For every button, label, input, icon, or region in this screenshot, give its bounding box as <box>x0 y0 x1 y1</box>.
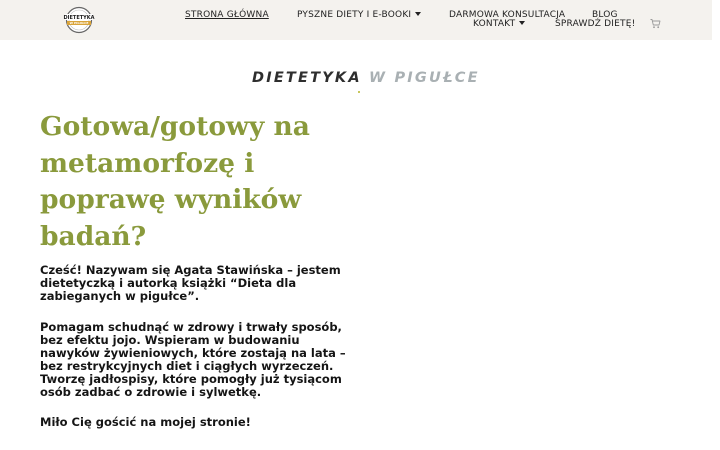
logo-text-line2: W PIGUŁCE <box>69 21 89 26</box>
nav-contact-label: KONTAKT <box>473 19 516 29</box>
nav-diets-ebooks[interactable] <box>297 10 421 21</box>
logo-text-line1: DIETETYKA <box>63 15 95 21</box>
nav-check-diet[interactable]: SPRAWDŹ DIETĘ! <box>555 19 636 29</box>
tagline <box>252 70 480 86</box>
services-paragraph: Pomagam schudnąć w zdrowy i trwały sposób, bez efektu jojo. Wspieram w budowaniu nawyków żywieniowych, które zostają na lata – bez restrykcyjnych diet i ciągłych wyrzeczeń. Tworzę jadłospisy, które pomogły już tysiącom osób zadbać o zdrowie i sylwetkę. <box>40 320 346 399</box>
welcome-paragraph: Miło Cię gościć na mojej stronie! <box>40 415 251 429</box>
nav-home[interactable]: STRONA GŁÓWNA <box>185 10 269 20</box>
hero-headline: Gotowa/gotowy na metamorfozę i poprawę wyników badań? <box>40 111 310 252</box>
intro-paragraph: Cześć! Nazywam się Agata Stawińska – jestem dietetyczką i autorką książki “Dieta dla zabieganych w pigułce”. <box>40 263 341 303</box>
nav-blog[interactable]: BLOG <box>592 10 618 20</box>
tagline-light: W PIGUŁCE <box>369 70 480 86</box>
nav-free-consultation[interactable]: DARMOWA KONSULTACJA <box>449 10 566 20</box>
nav-contact[interactable] <box>473 19 525 30</box>
tagline-dark: DIETETYKA <box>252 70 362 86</box>
chevron-down-icon <box>519 21 525 25</box>
chevron-down-icon <box>415 12 421 16</box>
site-logo[interactable] <box>63 6 95 34</box>
site-header <box>0 0 712 40</box>
nav-diets-label: PYSZNE DIETY I E-BOOKI <box>297 10 412 20</box>
decorative-dot <box>358 91 360 93</box>
cart-icon[interactable] <box>650 14 661 25</box>
